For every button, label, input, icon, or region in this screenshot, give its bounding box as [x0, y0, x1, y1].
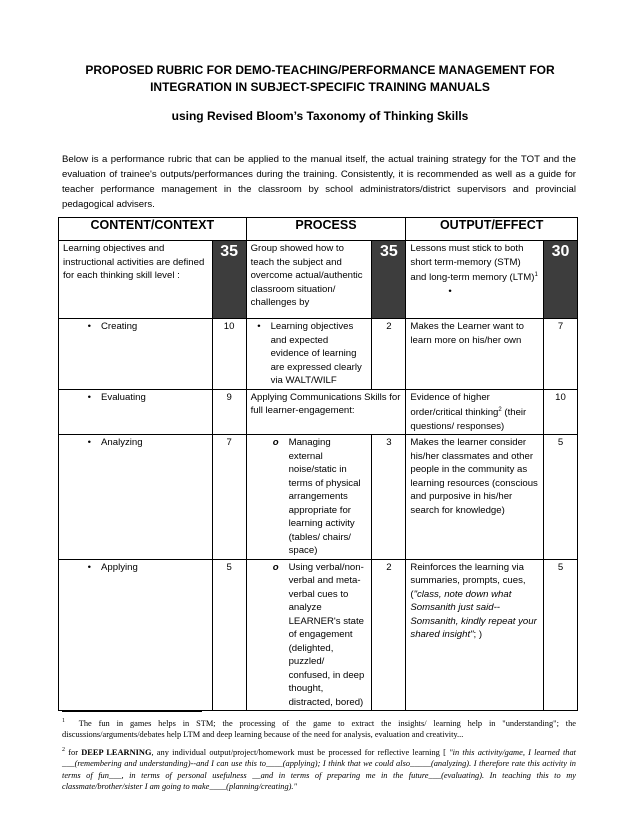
bullet-icon: •: [448, 285, 452, 297]
skill-level: Creating: [101, 321, 138, 332]
output-score: 5: [544, 435, 578, 560]
table-row: [59, 435, 578, 560]
output-score: 10: [544, 389, 578, 435]
circle-bullet-icon: o: [272, 437, 279, 449]
footnote-divider: [62, 711, 202, 712]
output-item: Evidence of higher order/critical thinking$^2$ (their questions/ responses): [406, 389, 544, 435]
footnote-1: $^1$ The fun in games helps in STM; the processing of the game to extract the insights/ learning help in "understanding"; the discussions/arguments/debates help LTM and deep learning because of the need for analysis, evaluation and creativity...: [62, 718, 576, 740]
bullet-icon: •: [87, 321, 91, 332]
criteria-process: Group showed how to teach the subject and overcome actual/authentic classroom situation/ challenges by: [246, 241, 372, 319]
process-item: Applying Communications Skills for full learner-engagement:: [246, 389, 406, 435]
bullet-icon: •: [257, 321, 261, 332]
document-subtitle: using Revised Bloom’s Taxonomy of Thinking Skills: [171, 109, 469, 123]
process-score: 2: [372, 559, 406, 711]
table-row: [59, 389, 578, 435]
content-total-score: 35: [212, 241, 246, 319]
output-item: Makes the learner consider his/her classmates and other people in the community as learning resources (conscious and purposive in his/her search for knowledge): [406, 435, 544, 560]
header-content: CONTENT/CONTEXT: [59, 218, 247, 241]
header-output: OUTPUT/EFFECT: [406, 218, 578, 241]
rubric-table: [58, 217, 578, 711]
skill-level: Applying: [101, 561, 138, 573]
criteria-output: Lessons must stick to both short term-memory (STM) and long-term memory (LTM)$^1$ •: [406, 241, 544, 319]
bullet-icon: •: [87, 391, 91, 403]
process-score: 3: [372, 435, 406, 560]
intro-paragraph: Below is a performance rubric that can be applied to the manual itself, the actual training strategy for the TOT and the evaluation of trainee's outputs/performances during the training. Consistently, it is recommended as well as a guide for teacher performance management in the classroom by school administrators/district supervisors and provincial pedagogical advisers.: [62, 154, 576, 210]
circle-bullet-icon: o: [272, 561, 279, 573]
output-item: Makes the Learner want to learn more on his/her own: [406, 319, 544, 390]
process-item: Managing external noise/static in terms of physical arrangements appropriate for learning activity (tables/ chairs/ space): [288, 437, 361, 557]
skill-level: Analyzing: [101, 437, 143, 449]
bullet-icon: •: [87, 561, 91, 573]
content-score: 9: [212, 389, 246, 435]
output-item: Reinforces the learning via summaries, prompts, cues, ("class, note down what Somsanith just said-- Somsanith, kindly repeat your shared insight"; ): [406, 559, 544, 711]
process-item: Learning objectives and expected evidence of learning are expressed clearly via WALT/WILF: [270, 321, 362, 386]
bullet-icon: •: [87, 437, 91, 449]
document-title: PROPOSED RUBRIC FOR DEMO-TEACHING/PERFORMANCE MANAGEMENT FOR INTEGRATION IN SUBJECT-SPECIFIC TRAINING MANUALS: [85, 63, 555, 94]
process-item: Using verbal/non-verbal and meta-verbal cues to analyze LEARNER's state of engagement (delighted, puzzled/ confused, in deep thought, distracted, bored): [288, 561, 365, 708]
criteria-row: [59, 241, 578, 319]
content-score: 7: [212, 435, 246, 560]
content-score: 5: [212, 559, 246, 711]
header-process: PROCESS: [246, 218, 406, 241]
footnote-2: $^2$ for DEEP LEARNING, any individual output/project/homework must be processed for reflective learning [ "in this activity/game, I learned that ___(remembering and understanding)--and I can use this to____(applying); I think that we could also_____(analyzing). I therefore rate this activity in terms of fun___, in terms of personal usefulness __and in terms of preparing me in the future___(evaluating). In teaching this to my classmate/brother/sister I am going to make____(planning/creating).": [62, 747, 576, 792]
skill-level: Evaluating: [101, 391, 146, 403]
output-score: 7: [544, 319, 578, 390]
criteria-content: Learning objectives and instructional activities are defined for each thinking skill level :: [59, 241, 213, 319]
output-score: 5: [544, 559, 578, 711]
output-total-score: 30: [544, 241, 578, 319]
content-score: 10: [212, 319, 246, 390]
header-row: [59, 218, 578, 241]
process-score: 2: [372, 319, 406, 390]
process-total-score: 35: [372, 241, 406, 319]
table-row: [59, 319, 578, 390]
table-row: [59, 559, 578, 711]
